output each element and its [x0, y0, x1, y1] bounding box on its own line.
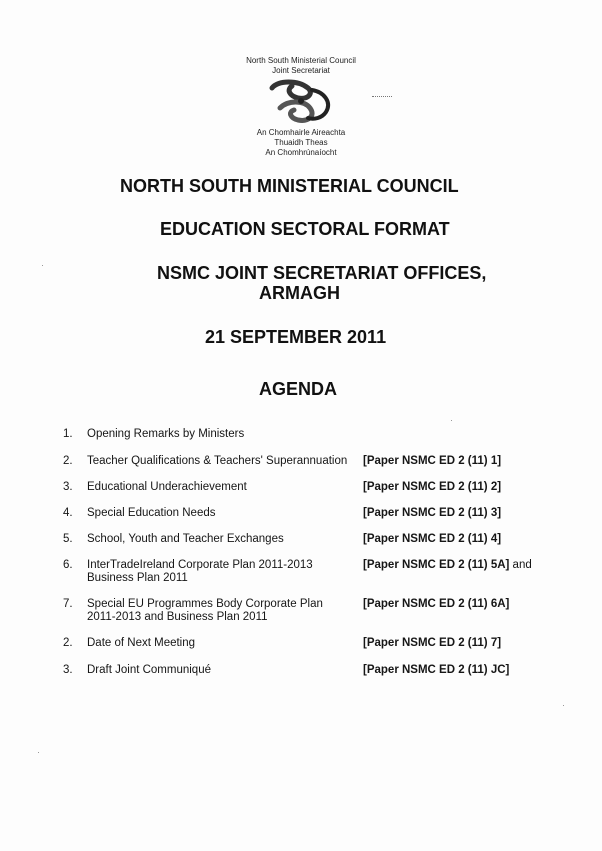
scan-speck: [451, 420, 452, 421]
agenda-item-paper-ref: [Paper NSMC ED 2 (11) 6A]: [363, 598, 510, 610]
agenda-item-number: 4.: [63, 507, 73, 519]
agenda-item-number: 3.: [63, 481, 73, 493]
org-subname-line: Joint Secretariat: [272, 66, 330, 75]
venue-title-line-2: ARMAGH: [259, 283, 340, 303]
agenda-item-title-line: InterTradeIreland Corporate Plan 2011-2013: [87, 559, 313, 571]
agenda-item-title: [87, 481, 349, 494]
agenda-item-title-line: 2011-2013 and Business Plan 2011: [87, 611, 268, 623]
irish-name-line-2: Thuaidh Theas: [274, 138, 328, 147]
agenda-item-title-line: Opening Remarks by Ministers: [87, 428, 245, 440]
agenda-item-paper-ref: [Paper NSMC ED 2 (11) 7]: [363, 637, 502, 649]
agenda-item-paper-ref: [363, 559, 532, 572]
agenda-item-number: 3.: [63, 664, 73, 676]
agenda-item-paper-ref: [Paper NSMC ED 2 (11) 2]: [363, 481, 502, 493]
agenda-item-title: [87, 664, 349, 677]
agenda-item-paper-ref: [Paper NSMC ED 2 (11) 1]: [363, 455, 502, 467]
agenda-item-number: 5.: [63, 533, 73, 545]
agenda-item-number: 2.: [63, 637, 73, 649]
council-title: NORTH SOUTH MINISTERIAL COUNCIL: [120, 176, 459, 196]
agenda-heading: AGENDA: [259, 379, 338, 399]
agenda-item-title: [87, 507, 349, 520]
venue-title-line-1: NSMC JOINT SECRETARIAT OFFICES,: [157, 263, 487, 283]
agenda-item-number: 2.: [63, 455, 73, 467]
agenda-item-title: [87, 637, 349, 650]
nsmc-logo-icon: [268, 78, 336, 124]
agenda-item-title-line: Special Education Needs: [87, 507, 216, 519]
irish-name-line-3: An Chomhrúnaíocht: [265, 148, 337, 157]
agenda-item-title-line: Business Plan 2011: [87, 572, 188, 584]
agenda-item-number: 1.: [63, 428, 73, 440]
org-name-line: North South Ministerial Council: [246, 56, 356, 65]
scan-speck: [38, 752, 39, 753]
agenda-item-paper-ref: [Paper NSMC ED 2 (11) 4]: [363, 533, 502, 545]
scan-speck: [563, 705, 564, 706]
agenda-item-paper-ref: [Paper NSMC ED 2 (11) 3]: [363, 507, 502, 519]
irish-name-line-1: An Chomhairle Aireachta: [256, 128, 346, 137]
agenda-item-number: 7.: [63, 598, 73, 610]
agenda-item-title-line: Teacher Qualifications & Teachers' Superannuation: [87, 455, 348, 467]
scan-dash-mark: [372, 96, 392, 97]
agenda-item-title-line: Draft Joint Communiqué: [87, 664, 211, 676]
agenda-item-title: [87, 598, 349, 624]
agenda-item-number: 6.: [63, 559, 73, 571]
agenda-item-title-line: Date of Next Meeting: [87, 637, 196, 649]
agenda-item-paper-code: [Paper NSMC ED 2 (11) 5A]: [363, 559, 510, 571]
agenda-item-title: [87, 559, 349, 585]
agenda-item-title: [87, 533, 349, 546]
agenda-item-title: [87, 428, 349, 441]
agenda-item-title-line: Educational Underachievement: [87, 481, 247, 493]
agenda-item-title-line: Special EU Programmes Body Corporate Plan: [87, 598, 323, 610]
format-title: EDUCATION SECTORAL FORMAT: [160, 219, 450, 239]
agenda-item-paper-ref: [Paper NSMC ED 2 (11) JC]: [363, 664, 510, 676]
agenda-item-title: [87, 455, 367, 468]
agenda-item-title-line: School, Youth and Teacher Exchanges: [87, 533, 284, 545]
agenda-item-paper-suffix: and: [509, 559, 532, 571]
meeting-date: 21 SEPTEMBER 2011: [205, 327, 387, 347]
scan-speck: [42, 265, 43, 266]
